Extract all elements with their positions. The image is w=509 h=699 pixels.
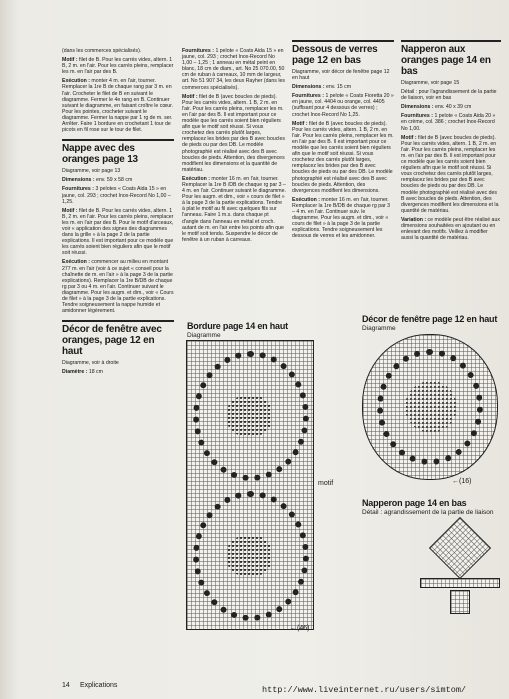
bordure-diagram-grid: [186, 340, 314, 630]
decor-fournitures: Fournitures : 1 pelote « Coats Aida 15 » en jaune, col. 293 ; crochet Inox-Record No 1,00 – 1,25 ; 1 anneau en métal peint en blanc, 18 cm de diam., art. No 25 070.00, 50 cm de ruban à carreaux, 10 mm de largeur, art. No 51 907 34, les deux Rayher (dans les commerces spécialisés).: [182, 48, 285, 91]
row-marker-46: ←(46): [290, 625, 310, 632]
decor-diagram-ref: Diagramme, voir à droite: [62, 360, 119, 367]
napperon-diagram-ref: Diagramme, voir page 15: [401, 80, 460, 86]
bordure-orange-upper: [227, 396, 272, 436]
decor-diagram-grid: [362, 334, 498, 480]
bordure-diagram-subtitle: Diagramme: [187, 332, 221, 339]
nappe-title: Nappe avec des oranges page 13: [62, 139, 174, 165]
bordure-diagram-title: Bordure page 14 en haut: [187, 321, 288, 331]
napperon-liaison-band: [420, 578, 500, 588]
dessous-fournitures: Fournitures : 1 pelote « Coats Fioretta 20 » en jaune, col. 4404 ou orange, col. 4405 (suffisant pour 4 dessous de verres) ; crochet Inox-Record No 1,25.: [292, 93, 394, 118]
decor-orange: [405, 381, 457, 433]
row-marker-16: ←(16): [452, 478, 472, 485]
napperon-detail: Détail : pour l'agrandissement de la partie de liaison, voir en bas: [401, 89, 497, 102]
decor-fenetre-title: Décor de fenêtre avec oranges, page 12 en haut: [62, 320, 174, 357]
column-4: [401, 40, 501, 244]
page-number: 14: [62, 682, 70, 689]
decor-execution: Exécution : monter 16 m. en l'air, tourner. Remplacer la 1re B /DB de chaque rg par 3 – 4 m. en l'air. Continuer suivant le diagramme. Pour les augm. et dim., voir « cours de filet » à la page 3 de la partie explications. Tendre à plat le motif au fil avec quelques fils sur l'anneau. Faire 1 m.s. dans chaque pt d'angle dans l'anneau en métal et croch. autant de m. en l'air entre les points afin que le motif soit tendu. Suspendre le décor de fenêtre à un ruban à carreaux.: [182, 175, 286, 243]
decor-diagram-title: Décor de fenêtre page 12 en haut: [362, 314, 498, 324]
motif-label: motif: [318, 480, 334, 487]
napperon-fournitures: Fournitures : 1 pelote « Coats Aida 20 » en crème, col. 386 ; crochet Inox-Record No 1,00.: [401, 113, 496, 132]
bordure-orange-lower: [227, 536, 272, 576]
dessous-diagram-ref: Diagramme, voir décor de fenêtre page 12 en haut: [292, 69, 390, 82]
column-1: [62, 48, 174, 378]
nappe-fournitures: Fournitures : 3 pelotes « Coats Aida 15 » en jaune, col. 293 ; crochet Inox-Record No 1,00 – 1,25.: [62, 186, 171, 205]
decor-diagram-subtitle: Diagramme: [362, 325, 396, 332]
execution-paragraph: Exécution : monter 4 m. en l'air, tourner. Remplacer la 1re B de chaque rang par 3 m. en l'air. Crocheter le filet de B en suivant le diagramme. Fermer le 4e rang en B. Continuer suivant le diagramme, en faisant croître le cœur. Pour les pointes, crocheter suivant le diagramme. Fermer la nappe par 1 rg de m. ser. Arrêter. Faire 1 bordure en crochetant 1 tour de picots en fil rose sur le tour de filet.: [62, 78, 174, 134]
column-2: [182, 48, 286, 246]
napperon-diagram-subtitle: Détail : agrandissement de la partie de liaison: [362, 509, 494, 516]
motif-paragraph: Motif : filet de B. Pour les carrés vides, altern. 1 B, 2 m. en l'air. Pour les carrés pleins, remplacer les m. en l'air par des B.: [62, 57, 174, 76]
dessous-dimensions: Dimensions : env. 15 cm: [292, 84, 352, 91]
watermark-url: http://www.liveinternet.ru/users/simtom/: [262, 685, 467, 695]
decor-motif: Motif : filet de B (avec boucles de pieds). Pour les carrés vides, altern. 1 B, 2 m. en l'air. Pour les carrés pleins, remplacer les m. en l'air par des B. Il est important pour ce modèle que les carrés soient bien réguliers afin que le motif soit réussi. Si vous crochetez des carrés plutôt larges, remplacez les brides par des B avec boucles de pieds ou par des DB. Le modèle photographié est réalisé avec des B avec boucles de pieds. Attention, des divergences modifient les dimensions et la quantité de matériau.: [182, 93, 285, 173]
dessous-motif: Motif : filet de B (avec boucles de pieds). Pour les carrés vides, altern. 1 B, 2 m. en l'air. Pour les carrés pleins, remplacer les m. en l'air par des B. Il est important pour ce modèle que les carrés soient bien réguliers afin que le motif soit réussi. Si vous crochetez des carrés plutôt larges, remplacez les brides par des B avec boucles de pieds ou par des DB. Le modèle photographié est réalisé avec des B avec boucles de pieds. Attention, des divergences modifient les dimensions.: [292, 120, 394, 194]
napperon-liaison-stem: [450, 590, 470, 614]
napperon-detail-diagram: [420, 520, 500, 620]
napperon-oranges-title: Napperon aux oranges page 14 en bas: [401, 40, 501, 77]
dessous-execution: Exécution : monter 16 m. en l'air, tourner. Remplacer la 1re B/DB de chaque rg par 3 – 4 m. en l'air. Continuer suiv. le diagramme. Pour les augm. et dim., voir « cours de filet » à la page 3 de la partie explications. Tendre soigneusement les dessous de verres et les amidonner.: [292, 196, 391, 240]
dessous-verres-title: Dessous de verres page 12 en bas: [292, 40, 394, 66]
napperon-dimensions: Dimensions : env. 40 x 39 cm: [401, 104, 472, 111]
napperon-variation: Variation : ce modèle peut être réalisé aux dimensions souhaitées en ajoutant ou en enlevant des motifs. Veillez à modifier aussi la quantité de matériau.: [401, 216, 500, 242]
nappe-execution: Exécution : commencer au milieu en montant 277 m. en l'air (voir à ce sujet « conseil pour la chaînette de m. en l'air » à la page 3 de la partie explications). Remplacer la 1re B/DB de chaque rg par 3 ou 4 m. en l'air. Continuer suivant le diagramme. Pour les augm. et dim., voir « Cours de filet » à la page 3 de la partie explications. Tendre soigneusement la nappe humide et amidonner légèrement.: [62, 259, 174, 315]
section-label: Explications: [80, 682, 118, 689]
nappe-dimensions: Dimensions : env. 59 x 58 cm: [62, 177, 133, 184]
decor-diameter: Diamètre : 18 cm: [62, 369, 103, 376]
nappe-diagram-ref: Diagramme, voir page 13: [62, 168, 121, 175]
nappe-motif: Motif : filet de B. Pour les carrés vides, altern. 1 B, 2 m. en l'air. Pour les carrés pleins, remplacer les m. en l'air par des B. Pour le motif d'arceaux, voir « application des signes des diagrammes dans la grille » à la page 2 de la partie explications. Il est important pour ce modèle que les carrés soient bien réguliers afin que le motif soit réussi.: [62, 207, 174, 257]
column-3: [292, 40, 394, 242]
napperon-motif: Motif : filet de B (avec boucles de pieds). Pour les carrés vides, altern. 1 B, 2 m. en l'air. Pour les carrés pleins, remplacer les m. en l'air par des B. Il est important pour ce modèle que les carrés soient bien réguliers afin que le motif soit réussi. Si vous crochetez des carrés plutôt larges, remplacez les brides par des B avec boucles de pieds ou par des DB. Le modèle photographié est réalisé avec des B avec boucles de pieds. Attention, des divergences modifient les dimensions et la quantité de matériau.: [401, 134, 499, 214]
napperon-diamond-top: [429, 517, 491, 579]
intro-text: (dans les commerces spécialisés).: [62, 48, 142, 54]
napperon-diagram-title: Napperon page 14 en bas: [362, 498, 467, 508]
